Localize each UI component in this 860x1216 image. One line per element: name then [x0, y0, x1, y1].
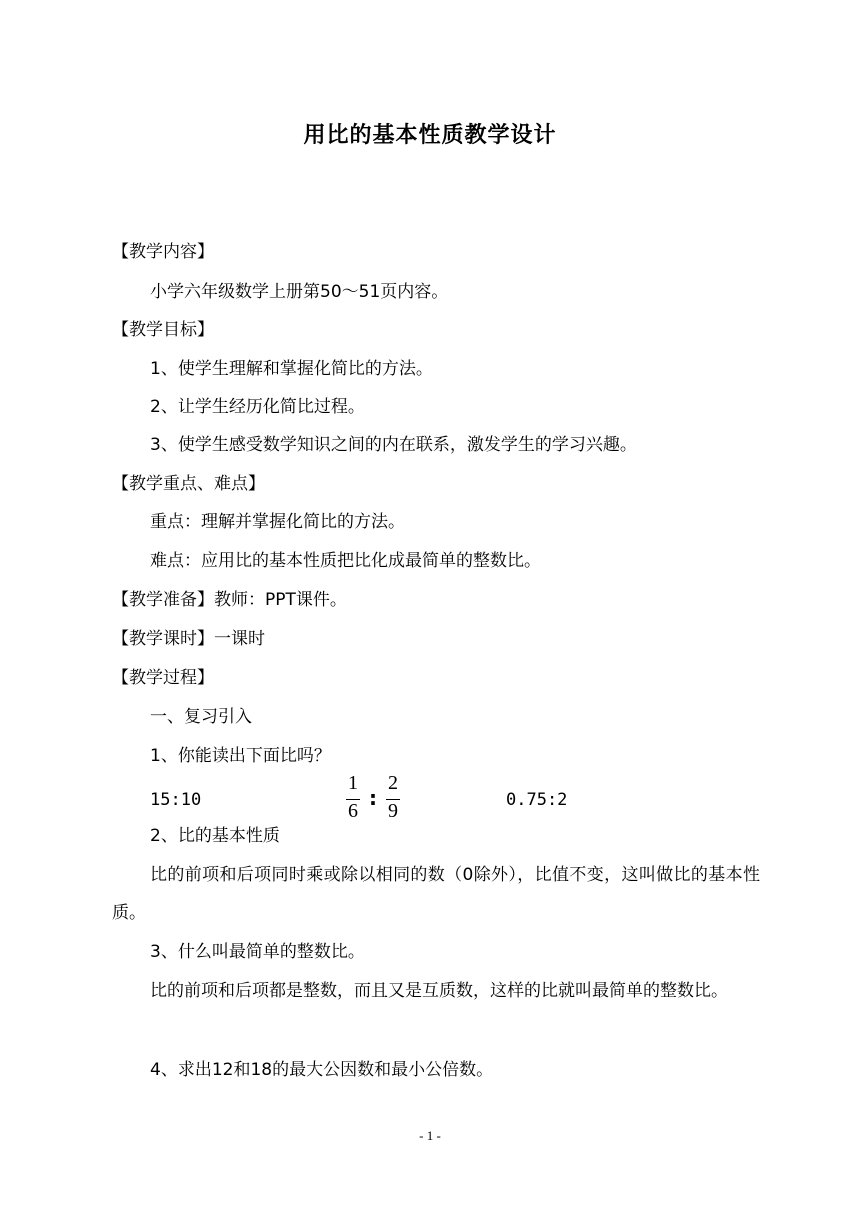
fraction-two-ninths — [385, 772, 401, 824]
ratio-colon: : — [369, 786, 377, 810]
section-hours: 【教学课时】一课时 — [112, 629, 265, 649]
difficult-point: 难点：应用比的基本性质把比化成最简单的整数比。 — [150, 551, 541, 571]
section-heading-content: 【教学内容】 — [112, 242, 214, 262]
question-4: 4、求出12和18的最大公因数和最小公倍数。 — [150, 1060, 494, 1080]
section-prep: 【教学准备】教师：PPT课件。 — [112, 590, 347, 610]
ratio-a: 15:10 — [150, 790, 202, 810]
ratio-c: 0.75:2 — [506, 790, 568, 810]
fraction-numerator: 2 — [388, 772, 398, 794]
section-heading-process: 【教学过程】 — [112, 668, 214, 688]
goal-item-2: 2、让学生经历化简比过程。 — [150, 397, 365, 417]
fraction-denominator: 9 — [388, 800, 398, 822]
paragraph-simplest-ratio: 比的前项和后项都是整数，而且又是互质数，这样的比就叫最简单的整数比。 — [150, 981, 728, 1001]
section-heading-key: 【教学重点、难点】 — [112, 474, 265, 494]
question-1: 1、你能读出下面比吗？ — [150, 746, 331, 766]
step-review-intro: 一、复习引入 — [150, 707, 252, 727]
page-number: - 1 - — [419, 1128, 441, 1143]
paragraph-ratio-property: 比的前项和后项同时乘或除以相同的数（0除外），比值不变，这叫做比的基本性质。 — [112, 865, 760, 923]
goal-item-1: 1、使学生理解和掌握化简比的方法。 — [150, 359, 433, 379]
section-heading-goals: 【教学目标】 — [112, 320, 214, 340]
fraction-numerator: 1 — [348, 772, 358, 794]
question-2: 2、比的基本性质 — [150, 826, 280, 846]
goal-item-3: 3、使学生感受数学知识之间的内在联系，激发学生的学习兴趣。 — [150, 435, 637, 455]
content-text: 小学六年级数学上册第50～51页内容。 — [150, 282, 449, 302]
fraction-one-sixth — [345, 772, 361, 824]
question-3: 3、什么叫最简单的整数比。 — [150, 942, 365, 962]
document-title: 用比的基本性质教学设计 — [303, 123, 557, 148]
key-point: 重点：理解并掌握化简比的方法。 — [150, 512, 405, 532]
fraction-denominator: 6 — [348, 800, 358, 822]
